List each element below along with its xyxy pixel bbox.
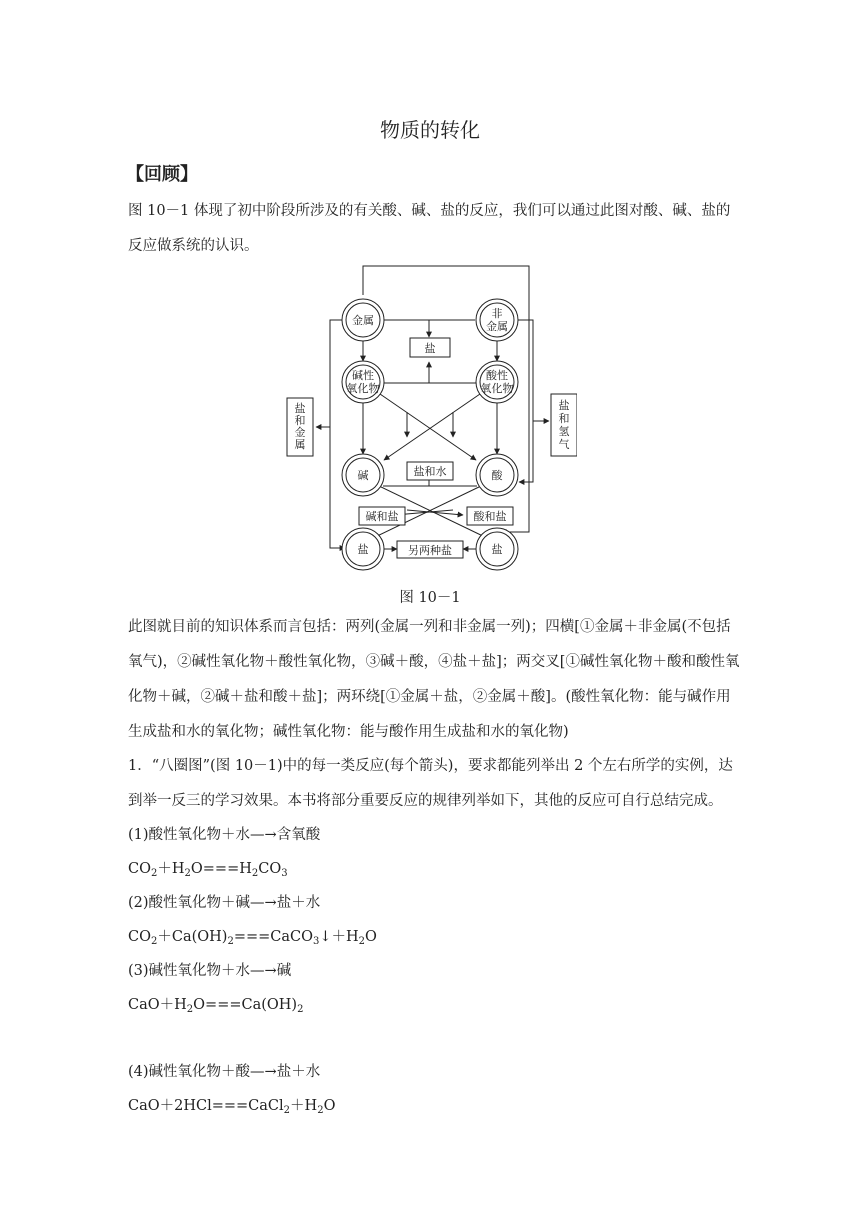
reaction-rule-4: (4)碱性氧化物＋酸—→盐＋水 — [128, 1064, 321, 1080]
intro-paragraph: 图 10－1 体现了初中阶段所涉及的有关酸、碱、盐的反应，我们可以通过此图对酸、碱、盐的反应做系统的认识。 — [128, 203, 731, 254]
box-salt-metal-4: 属 — [294, 438, 306, 451]
node-salt-left: 盐 — [357, 543, 369, 556]
reaction-equation-1: $CO_2+H_2O===H_2CO_3$ — [128, 861, 288, 879]
reaction-rule-1: (1)酸性氧化物＋水—→含氧酸 — [128, 827, 321, 843]
node-salt-right: 盐 — [491, 543, 503, 556]
node-acidic-oxide-line1: 酸性 — [486, 369, 508, 382]
box-salt-hydrogen-2: 和 — [558, 412, 570, 425]
box-salt-metal-2: 和 — [294, 414, 306, 427]
node-base: 碱 — [357, 469, 369, 482]
box-acid-salt: 酸和盐 — [473, 510, 507, 523]
node-metal: 金属 — [352, 314, 374, 327]
box-two-salts: 另两种盐 — [408, 544, 452, 557]
box-salt-metal-1: 盐 — [294, 402, 306, 415]
summary-paragraph: 此图就目前的知识体系而言包括：两列(金属一列和非金属一列)；四横[①金属＋非金属(不包括氧气)，②碱性氧化物＋酸性氧化物，③碱＋酸，④盐＋盐]；两交叉[①碱性氧化物＋酸和酸性氧化物＋碱，②碱＋盐和酸＋盐]；两环绕[①金属＋盐，②金属＋酸]。(酸性氧化物：能与碱作用生成盐和水的氧化物；碱性氧化物：能与酸作用生成盐和水的氧化物) — [128, 619, 740, 740]
box-base-salt: 碱和盐 — [365, 510, 399, 523]
figure-caption: 图 10－1 — [399, 590, 461, 606]
box-salt-hydrogen-4: 气 — [558, 438, 570, 451]
item-1-paragraph: 1．“八圈图”(图 10－1)中的每一类反应(每个箭头)，要求都能列举出 2 个左右所学的实例，达到举一反三的学习效果。本书将部分重要反应的规律列举如下，其他的反应可自行总结完成。 — [128, 758, 733, 809]
node-basic-oxide-line2: 氧化物 — [346, 382, 380, 395]
reaction-rule-3: (3)碱性氧化物＋水—→碱 — [128, 963, 292, 979]
node-nonmetal-line2: 金属 — [486, 320, 508, 333]
reaction-equation-4: $CaO+2HCl===CaCl_2+H_2O$ — [128, 1098, 336, 1116]
eight-circle-diagram — [283, 262, 577, 580]
reaction-equation-2: $CO_2+Ca(OH)_2===CaCO_3↓+H_2O$ — [128, 929, 377, 947]
node-acidic-oxide-line2: 氧化物 — [480, 382, 514, 395]
box-salt-hydrogen-3: 氢 — [558, 425, 570, 438]
box-salt-metal-3: 金 — [294, 426, 306, 439]
section-heading: 【回顾】 — [126, 164, 198, 185]
box-salt-water: 盐和水 — [413, 465, 447, 478]
node-basic-oxide-line1: 碱性 — [352, 369, 374, 382]
box-salt-top: 盐 — [424, 342, 436, 355]
reaction-equation-3: $CaO+H_2O===Ca(OH)_2$ — [128, 997, 304, 1015]
node-acid: 酸 — [491, 469, 503, 482]
node-nonmetal-line1: 非 — [491, 307, 503, 320]
page-title: 物质的转化 — [380, 118, 480, 142]
reaction-rule-2: (2)酸性氧化物＋碱—→盐＋水 — [128, 895, 321, 911]
box-salt-hydrogen-1: 盐 — [558, 399, 570, 412]
